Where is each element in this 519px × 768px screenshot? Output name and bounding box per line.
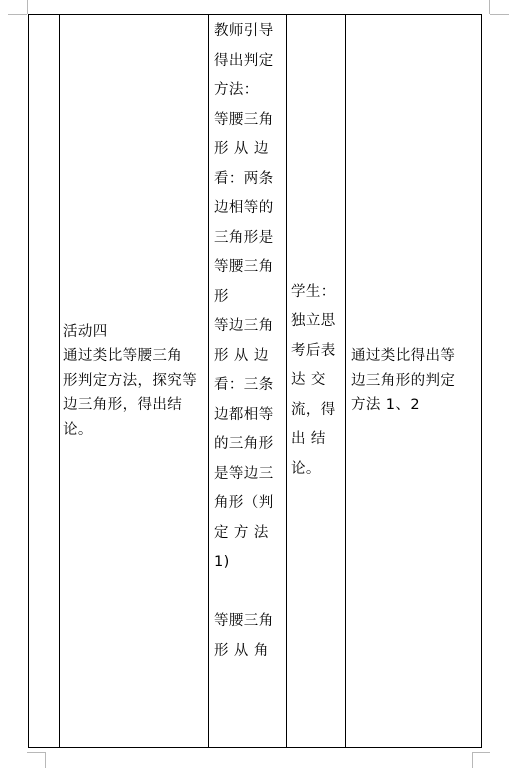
- teacher-cell: [209, 15, 287, 748]
- activity-text: [60, 320, 208, 443]
- activity-line: 边三角形，得出结: [63, 397, 183, 414]
- intent-line: 通过类比得出等: [351, 348, 456, 365]
- activity-cell: [60, 15, 209, 748]
- teacher-line: 的三角形: [214, 436, 274, 452]
- intent-line: 方法 1、2: [351, 397, 420, 414]
- teacher-text: [209, 15, 286, 666]
- student-line: 流，得: [291, 401, 336, 418]
- teacher-line: 三角形是: [214, 229, 274, 246]
- teacher-line: 等腰三角: [214, 259, 274, 275]
- teacher-line: 等腰三角: [214, 111, 274, 128]
- teacher-line: 形 从 边: [214, 347, 269, 364]
- activity-line: 论。: [63, 421, 93, 438]
- activity-line: 通过类比等腰三角: [63, 348, 183, 365]
- teacher-line: 形 从 角: [214, 642, 269, 659]
- teacher-line: 看：两条: [214, 170, 274, 187]
- teacher-line: 教师引导: [214, 23, 274, 39]
- intent-text: [346, 344, 481, 418]
- student-text: [287, 278, 345, 485]
- crop-mark-top-right-v: [489, 0, 490, 14]
- student-line: 独立思: [291, 313, 336, 330]
- crop-mark-top-right: [490, 14, 509, 15]
- teacher-line: 定 方 法: [214, 524, 269, 541]
- student-line: 学生：: [291, 283, 336, 300]
- student-line: 出 结: [291, 431, 326, 448]
- student-line: 达 交: [291, 372, 326, 389]
- teacher-line: 1): [214, 554, 230, 570]
- teacher-line: 形 从 边: [214, 141, 269, 157]
- crop-mark-bottom-right-v: [472, 752, 473, 768]
- teacher-line: 角形（判: [214, 495, 274, 511]
- activity-title: 活动四: [63, 323, 108, 340]
- student-cell: [287, 15, 346, 748]
- teacher-line: 方法：: [214, 82, 259, 98]
- teacher-line: 看：三条: [214, 377, 274, 393]
- teacher-line: 等边三角: [214, 318, 274, 334]
- student-line: 论。: [291, 460, 321, 477]
- intent-cell: [346, 15, 482, 748]
- teacher-line-blank: [214, 578, 286, 608]
- crop-mark-top-left-v: [27, 0, 28, 14]
- activity-line: 形判定方法，探究等: [63, 372, 198, 389]
- intent-line: 边三角形的判定: [351, 372, 456, 389]
- crop-mark-bottom-right: [472, 752, 490, 753]
- teacher-line: 边相等的: [214, 200, 274, 216]
- teacher-line: 形: [214, 288, 229, 305]
- student-line: 考后表: [291, 342, 336, 359]
- crop-mark-bottom-left-v: [45, 752, 46, 768]
- crop-mark-bottom-left: [27, 752, 45, 753]
- teacher-line: 是等边三: [214, 465, 274, 482]
- crop-mark-top-left: [8, 14, 27, 15]
- teacher-line: 边都相等: [214, 406, 274, 423]
- lesson-plan-table: [28, 14, 482, 748]
- empty-cell: [29, 15, 60, 748]
- table-row: [29, 15, 482, 748]
- teacher-line: 等腰三角: [214, 613, 274, 629]
- teacher-line: 得出判定: [214, 52, 274, 69]
